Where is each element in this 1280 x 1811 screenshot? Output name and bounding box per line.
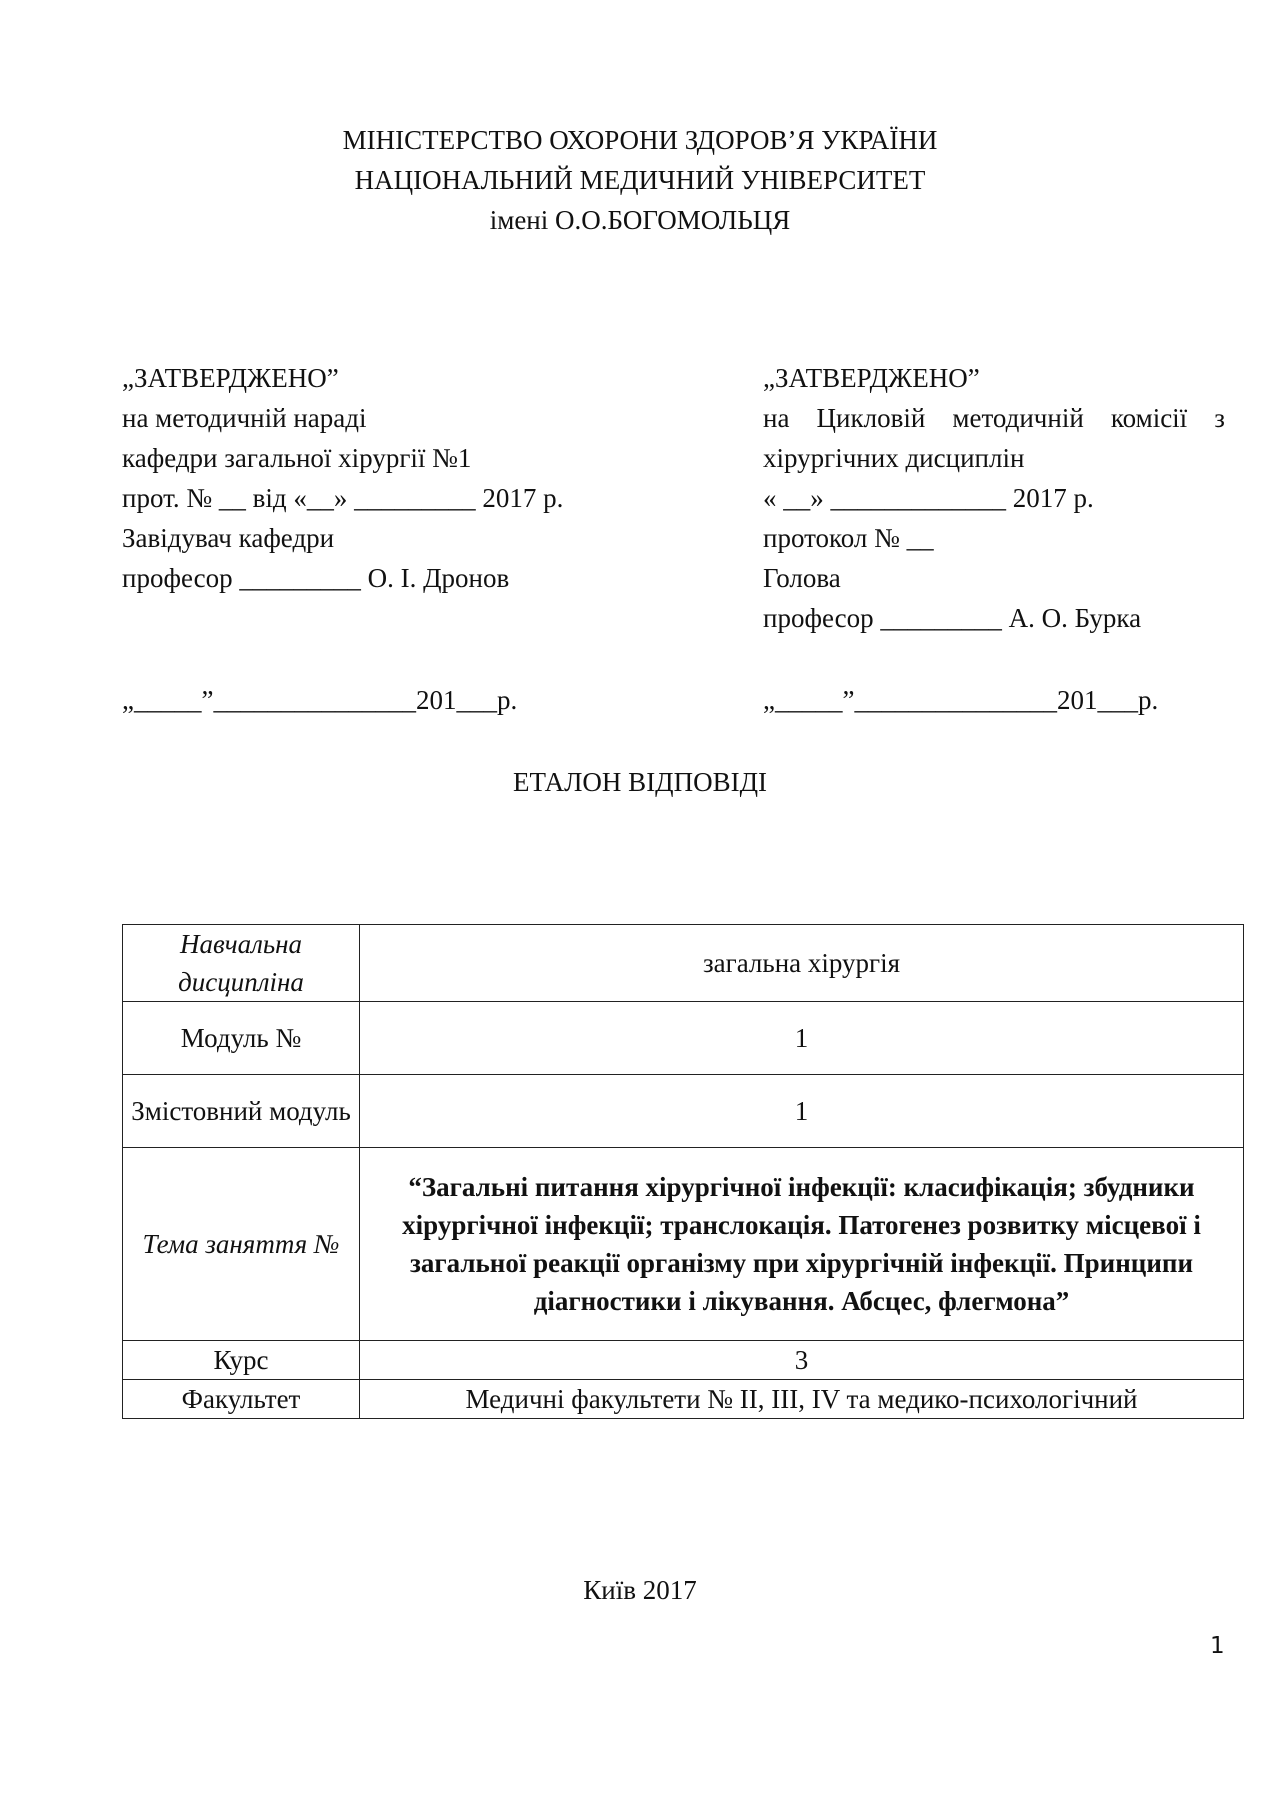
ministry-header — [0, 120, 1280, 240]
approval-protocol-line: « __» _____________ 2017 р. — [763, 483, 1094, 513]
faculty-label: Факультет — [123, 1380, 360, 1419]
approval-line: хірургічних дисциплін — [763, 443, 1025, 473]
approval-block-right — [763, 358, 1225, 715]
module-label: Модуль № — [123, 1002, 360, 1075]
table-row — [123, 1148, 1244, 1341]
approval-protocol-line: прот. № __ від «__» _________ 2017 р. — [122, 483, 564, 513]
table-row — [123, 1341, 1244, 1380]
city-year: Київ 2017 — [583, 1575, 697, 1605]
approval-commission-line — [763, 398, 1225, 438]
content-module-value: 1 — [360, 1075, 1244, 1148]
page-number: 1 — [1210, 1633, 1225, 1659]
discipline-label: Навчальна дисципліна — [123, 925, 360, 1002]
approval-word: методичній — [952, 403, 1084, 433]
approval-word: з — [1214, 403, 1225, 433]
approval-word: комісії — [1110, 403, 1188, 433]
approval-word: на — [763, 403, 790, 433]
approval-date-line: „_____”_______________201___р. — [122, 685, 518, 715]
ministry-title: МІНІСТЕРСТВО ОХОРОНИ ЗДОРОВ’Я УКРАЇНИ — [342, 125, 938, 155]
etalon-title: ЕТАЛОН ВІДПОВІДІ — [512, 767, 768, 797]
approval-line: протокол № __ — [763, 523, 934, 553]
table-row — [123, 925, 1244, 1002]
course-label: Курс — [123, 1341, 360, 1380]
university-title: НАЦІОНАЛЬНИЙ МЕДИЧНИЙ УНІВЕРСИТЕТ — [354, 165, 926, 195]
approval-title: „ЗАТВЕРДЖЕНО” — [122, 363, 339, 393]
discipline-value: загальна хірургія — [360, 925, 1244, 1002]
approval-line: Голова — [763, 563, 841, 593]
table-row — [123, 1380, 1244, 1419]
university-name: імені О.О.БОГОМОЛЬЦЯ — [489, 205, 791, 235]
approval-title: „ЗАТВЕРДЖЕНО” — [763, 363, 980, 393]
table-row — [123, 1002, 1244, 1075]
approval-line: Завідувач кафедри — [122, 523, 335, 553]
approval-signature-line: професор _________ О. І. Дронов — [122, 563, 510, 593]
approval-line: кафедри загальної хірургії №1 — [122, 443, 472, 473]
topic-value: “Загальні питання хірургічної інфекції: класифікація; збудники хірургічної інфекції; транслокація. Патогенез розвитку місцевої і загальної реакції організму при хірургічній інфекції. Принципи діагностики і лікування. Абсцес, флегмона” — [360, 1148, 1244, 1341]
approval-block-left — [122, 358, 702, 715]
info-table — [122, 924, 1244, 1419]
module-value: 1 — [360, 1002, 1244, 1075]
faculty-value: Медичні факультети № ІІ, ІІІ, ІV та медико-психологічний — [360, 1380, 1244, 1419]
approval-date-line: „_____”_______________201___р. — [763, 685, 1159, 715]
content-module-label: Змістовний модуль — [123, 1075, 360, 1148]
approval-signature-line: професор _________ А. О. Бурка — [763, 603, 1142, 633]
approval-line: на методичній нараді — [122, 403, 367, 433]
course-value: 3 — [360, 1341, 1244, 1380]
table-row — [123, 1075, 1244, 1148]
topic-label: Тема заняття № — [123, 1148, 360, 1341]
approval-word: Цикловій — [816, 403, 926, 433]
